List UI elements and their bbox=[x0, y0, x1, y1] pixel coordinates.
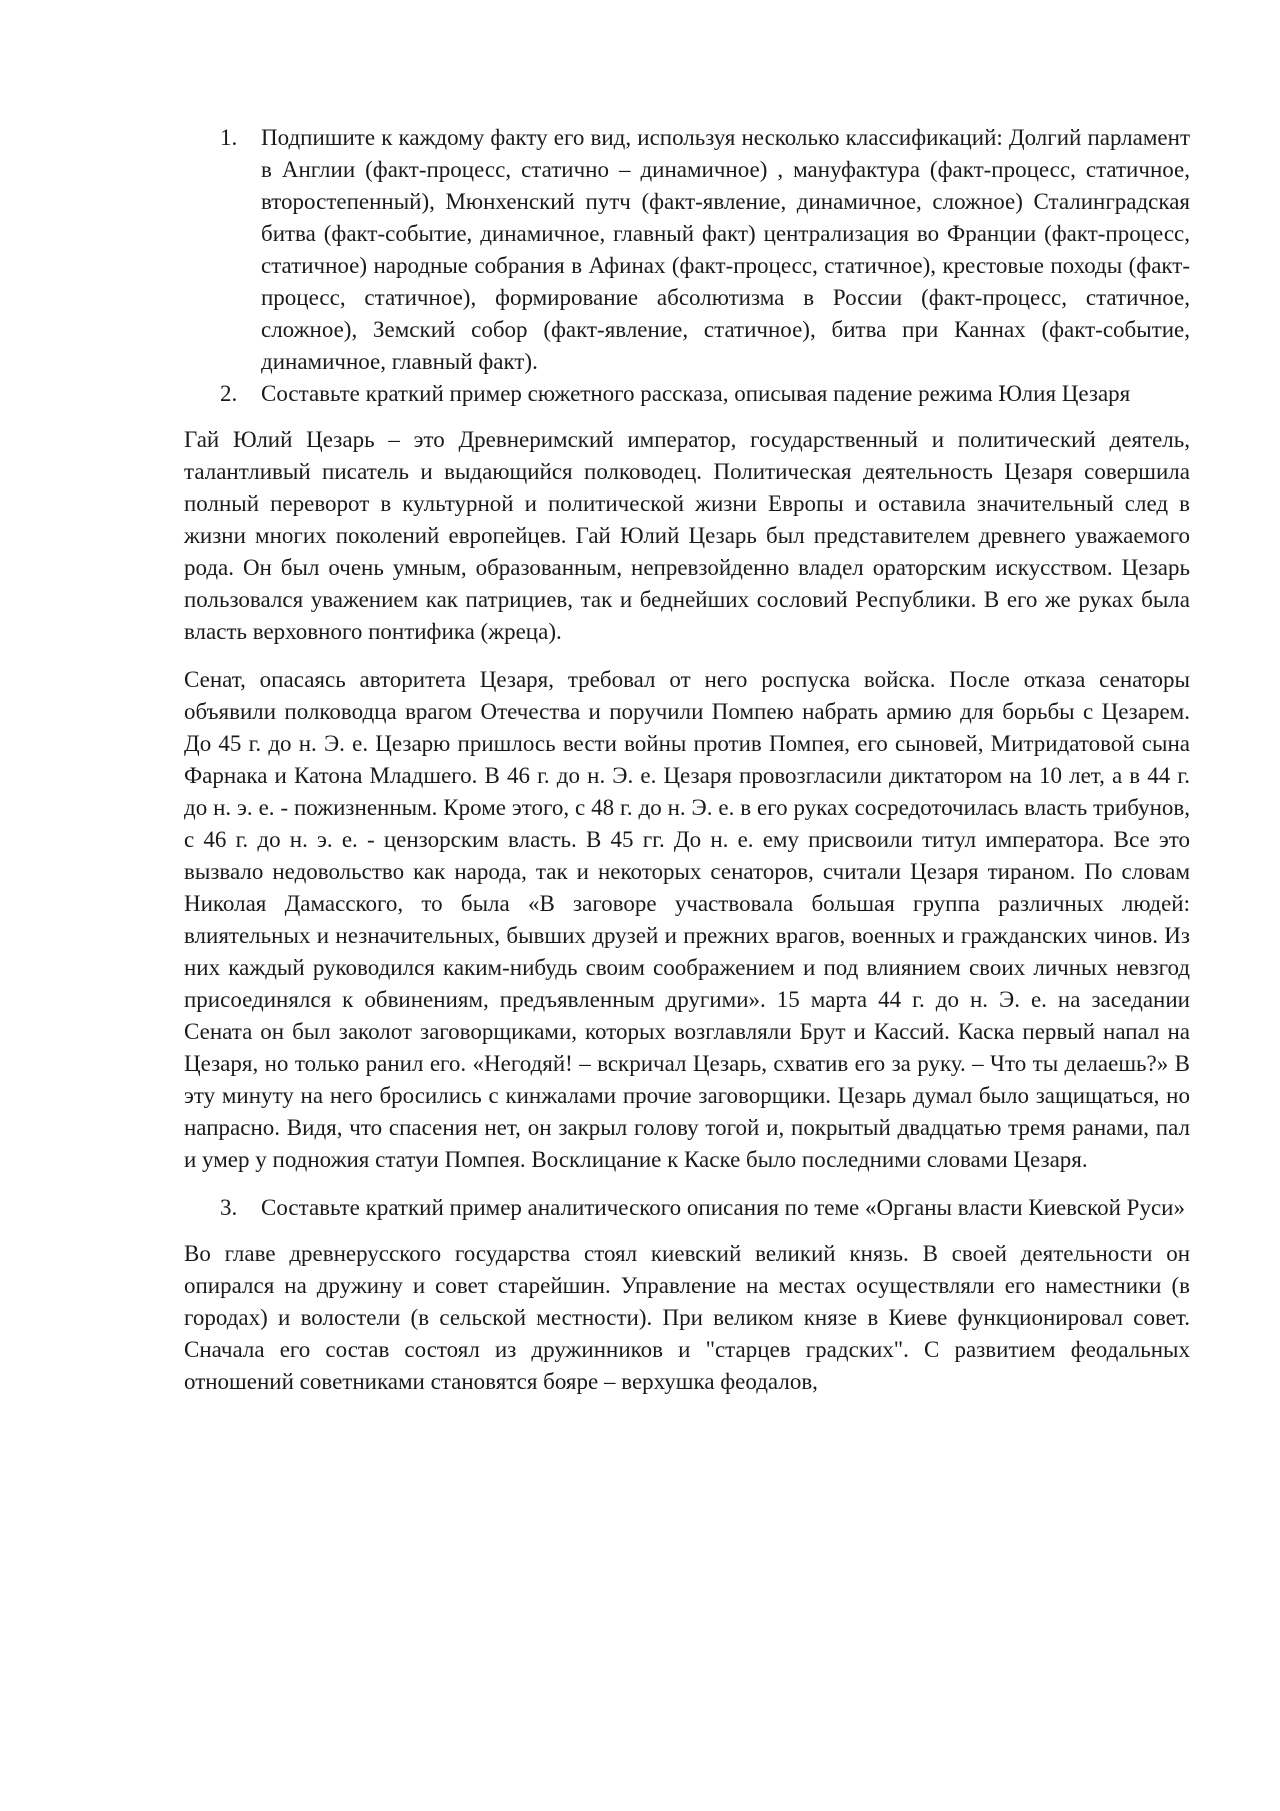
task-text: Составьте краткий пример сюжетного рассказа, описывая падение режима Юлия Цезаря bbox=[261, 381, 1131, 406]
task-number: 1. bbox=[220, 125, 238, 150]
task-text: Подпишите к каждому факту его вид, используя несколько классификаций: Долгий парламент в Англии (факт-процесс, статично – динамичное) , мануфактура (факт-процесс, статичное, второстепенный), Мюнхенский путч (факт-явление, динамичное, сложное) Сталинградская битва (факт-событие, динамичное, главный факт) централизация во Франции (факт-процесс, статичное) народные собрания в Афинах (факт-процесс, статичное), крестовые походы (факт-процесс, статичное), формирование абсолютизма в России (факт-процесс, статичное, сложное), Земский собор (факт-явление, статичное), битва при Каннах (факт-событие, динамичное, главный факт). bbox=[261, 125, 1190, 374]
task-item-3 bbox=[184, 1192, 1190, 1224]
answer-3-paragraph-1: Во главе древнерусского государства стоял киевский великий князь. В своей деятельности он опирался на дружину и совет старейшин. Управление на местах осуществляли его наместники (в городах) и волостели (в сельской местности). При великом князе в Киеве функционировал совет. Сначала его состав состоял из дружинников и "старцев градских". С развитием феодальных отношений советниками становятся бояре – верхушка феодалов, bbox=[184, 1241, 1190, 1394]
document-page bbox=[184, 122, 1190, 1398]
task-list-2 bbox=[184, 1192, 1190, 1224]
task-text: Составьте краткий пример аналитического описания по теме «Органы власти Киевской Руси» bbox=[261, 1195, 1185, 1220]
answer-2-paragraph-2: Сенат, опасаясь авторитета Цезаря, требовал от него роспуска войска. После отказа сенаторы объявили полководца врагом Отечества и поручили Помпею набрать армию для борьбы с Цезарем. До 45 г. до н. Э. е. Цезарю пришлось вести войны против Помпея, его сыновей, Митридатовой сына Фарнака и Катона Младшего. В 46 г. до н. Э. е. Цезаря провозгласили диктатором на 10 лет, а в 44 г. до н. э. е. - пожизненным. Кроме этого, с 48 г. до н. Э. е. в его руках сосредоточилась власть трибунов, с 46 г. до н. э. е. - цензорским власть. В 45 гг. До н. е. ему присвоили титул императора. Все это вызвало недовольство как народа, так и некоторых сенаторов, считали Цезаря тираном. По словам Николая Дамасского, то была «В заговоре участвовала большая группа различных людей: влиятельных и незначительных, бывших друзей и прежних врагов, военных и гражданских чинов. Из них каждый руководился каким-нибудь своим соображением и под влиянием своих личных невзгод присоединялся к обвинениям, предъявленным другими». 15 марта 44 г. до н. Э. е. на заседании Сената он был заколот заговорщиками, которых возглавляли Брут и Кассий. Каска первый напал на Цезаря, но только ранил его. «Негодяй! – вскричал Цезарь, схватив его за руку. – Что ты делаешь?» В эту минуту на него бросились с кинжалами прочие заговорщики. Цезарь думал было защищаться, но напрасно. Видя, что спасения нет, он закрыл голову тогой и, покрытый двадцатью тремя ранами, пал и умер у подножия статуи Помпея. Восклицание к Каске было последними словами Цезаря. bbox=[184, 667, 1190, 1172]
task-item-2 bbox=[184, 378, 1190, 410]
answer-2-paragraph-1: Гай Юлий Цезарь – это Древнеримский император, государственный и политический деятель, талантливый писатель и выдающийся полководец. Политическая деятельность Цезаря совершила полный переворот в культурной и политической жизни Европы и оставила значительный след в жизни многих поколений европейцев. Гай Юлий Цезарь был представителем древнего уважаемого рода. Он был очень умным, образованным, непревзойденно владел ораторским искусством. Цезарь пользовался уважением как патрициев, так и беднейших сословий Республики. В его же руках была власть верховного понтифика (жреца). bbox=[184, 427, 1190, 644]
task-number: 3. bbox=[220, 1195, 238, 1220]
task-list-1 bbox=[184, 122, 1190, 410]
task-number: 2. bbox=[220, 381, 238, 406]
task-item-1 bbox=[184, 122, 1190, 378]
